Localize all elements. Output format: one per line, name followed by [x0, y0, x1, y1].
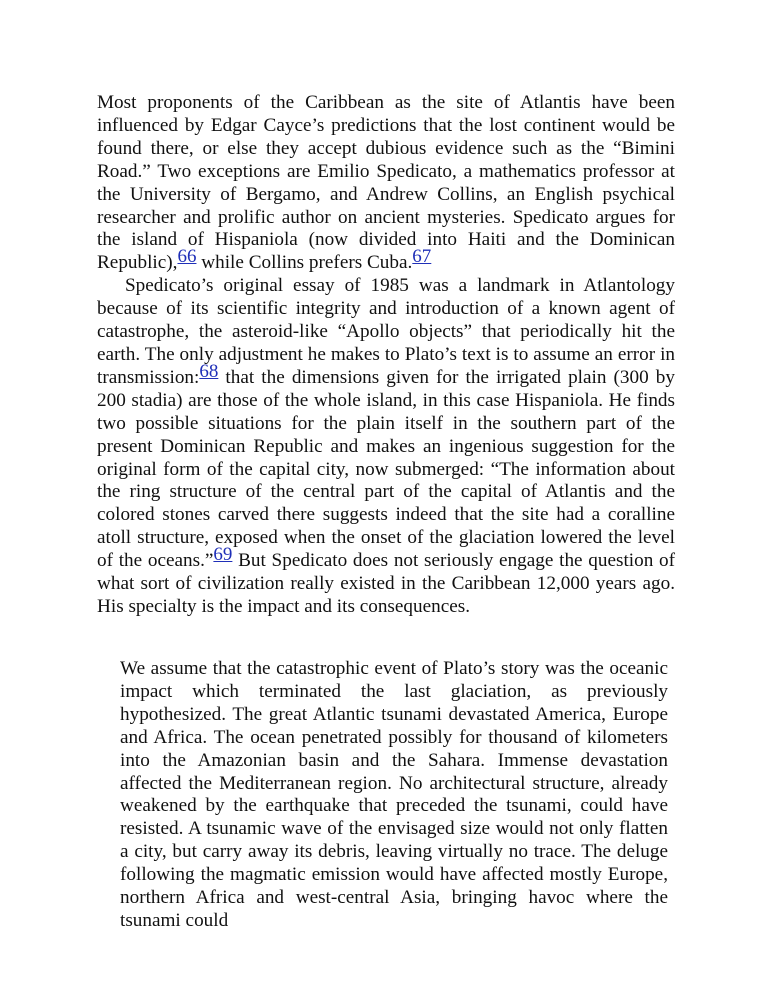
- block-quote: We assume that the catastrophic event of Plato’s story was the oceanic impact which terminated the last glaciation, as previously hypothesized. The great Atlantic tsunami devastated America, Europe and Africa. The ocean penetrated possibly for thousand of kilometers into the Amazonian basin and the Sahara. Immense devastation affected the Mediterranean region. No architectural structure, already weakened by the earthquake that preceded the tsunami, could have resisted. A tsunamic wave of the envisaged size would not only flatten a city, but carry away its debris, leaving virtually no trace. The deluge following the magmatic emission would have affected mostly Europe, northern Africa and west-central Asia, bringing havoc where the tsunami could: [120, 658, 668, 931]
- paragraph-text: while Collins prefers Cuba.: [196, 252, 413, 274]
- footnote-link-67[interactable]: 67: [412, 246, 432, 268]
- body-text: [97, 92, 675, 619]
- footnote-link-68[interactable]: 68: [199, 360, 219, 382]
- paragraph-text: Most proponents of the Caribbean as the site of Atlantis have been influenced by Edgar Cayce’s predictions that the lost continent would be found there, or else they accept dubious evidence such as the “Bimini Road.” Two exceptions are Emilio Spedicato, a mathematics professor at the University of Bergamo, and Andrew Collins, an English psychical researcher and prolific author on ancient mysteries. Spedicato argues for the island of Hispaniola (now divided into Haiti and the Dominican Republic),: [97, 92, 675, 274]
- footnote-link-69[interactable]: 69: [213, 544, 233, 566]
- footnote-link-66[interactable]: 66: [177, 246, 197, 268]
- paragraph-text: Spedicato’s original essay of 1985 was a landmark in Atlantology because of its scientific integrity and introduction of a known agent of catastrophe, the asteroid-like “Apollo objects” that periodically hit the earth. The only adjustment he makes to Plato’s text is to assume an error in transmission:: [97, 275, 675, 388]
- paragraph-spedicato-essay: [97, 275, 675, 619]
- paragraph-text: But Spedicato does not seriously engage the question of what sort of civilization really existed in the Caribbean 12,000 years ago. His specialty is the impact and its consequences.: [97, 550, 675, 617]
- paragraph-caribbean-proponents: [97, 92, 675, 275]
- paragraph-text: that the dimensions given for the irrigated plain (300 by 200 stadia) are those of the whole island, in this case Hispaniola. He finds two possible situations for the plain itself in the southern part of the present Dominican Republic and makes an ingenious suggestion for the original form of the capital city, now submerged: “The information about the ring structure of the central part of the capital of Atlantis and the colored stones carved there suggests indeed that the site had a coralline atoll structure, exposed when the onset of the glaciation lowered the level of the oceans.”: [97, 366, 675, 572]
